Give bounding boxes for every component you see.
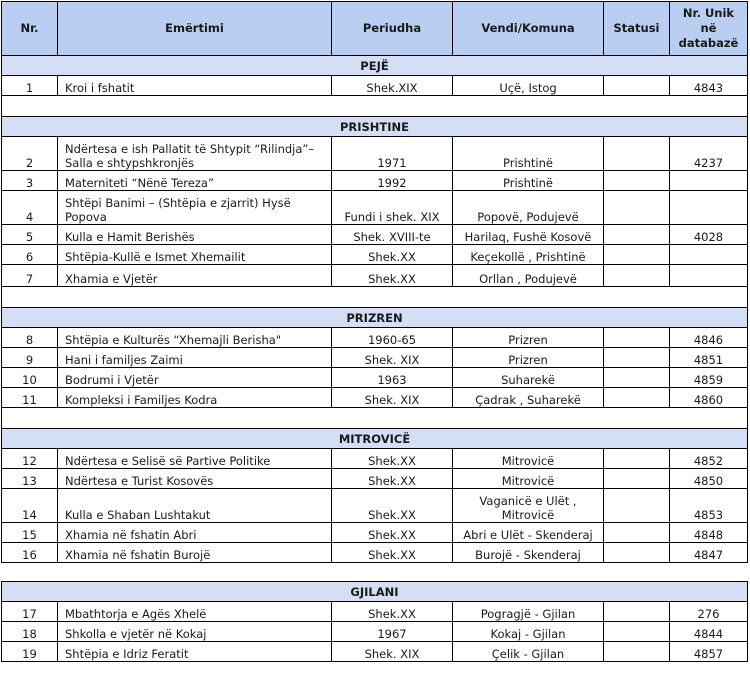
cell-nr: 16 — [2, 543, 58, 563]
cell-unik — [670, 171, 748, 191]
table-row — [2, 265, 748, 287]
cell-periudha: Shek. XIX — [332, 348, 453, 368]
cell-nr: 11 — [2, 388, 58, 408]
table-row — [2, 137, 748, 171]
cell-vendi: Suharekë — [453, 368, 604, 388]
region-name: PEJË — [2, 56, 748, 76]
cell-nr: 18 — [2, 622, 58, 642]
cell-statusi — [604, 642, 670, 662]
cell-vendi: Mitrovicë — [453, 469, 604, 489]
cell-nr: 15 — [2, 523, 58, 543]
cell-nr: 10 — [2, 368, 58, 388]
table-row — [2, 191, 748, 225]
cell-emertimi: Ndërtesa e ish Pallatit të Shtypit “Rilindja”– Salla e shtypshkronjës — [58, 137, 332, 171]
cell-periudha: Shek.XX — [332, 469, 453, 489]
cell-unik: 4853 — [670, 489, 748, 523]
cell-vendi: Mitrovicë — [453, 449, 604, 469]
cell-emertimi: Kulla e Hamit Berishës — [58, 225, 332, 245]
cell-periudha: Shek.XX — [332, 543, 453, 563]
cell-statusi — [604, 523, 670, 543]
table-row — [2, 76, 748, 96]
table-row — [2, 368, 748, 388]
cell-nr: 7 — [2, 265, 58, 287]
cell-nr: 9 — [2, 348, 58, 368]
cell-statusi — [604, 348, 670, 368]
table-row — [2, 602, 748, 622]
cell-statusi — [604, 76, 670, 96]
cell-vendi: Burojë - Skenderaj — [453, 543, 604, 563]
cell-nr: 6 — [2, 245, 58, 265]
cell-nr: 17 — [2, 602, 58, 622]
cell-vendi: Uçë, Istog — [453, 76, 604, 96]
cell-emertimi: Shkolla e vjetër në Kokaj — [58, 622, 332, 642]
cell-unik: 4851 — [670, 348, 748, 368]
spacer-row — [2, 287, 748, 308]
cell-unik: 276 — [670, 602, 748, 622]
table-row — [2, 245, 748, 265]
cell-unik: 4844 — [670, 622, 748, 642]
region-row — [2, 56, 748, 76]
cell-unik: 4848 — [670, 523, 748, 543]
header-unik — [670, 2, 748, 56]
cell-statusi — [604, 191, 670, 225]
cell-vendi: Orllan , Podujevë — [453, 265, 604, 287]
cell-nr: 13 — [2, 469, 58, 489]
table-row — [2, 469, 748, 489]
cell-periudha: Shek.XX — [332, 523, 453, 543]
cell-unik: 4847 — [670, 543, 748, 563]
cell-unik: 4859 — [670, 368, 748, 388]
table-row — [2, 543, 748, 563]
cell-periudha: Shek.XX — [332, 245, 453, 265]
cell-statusi — [604, 328, 670, 348]
cell-emertimi: Xhamia në fshatin Burojë — [58, 543, 332, 563]
region-row — [2, 308, 748, 328]
cell-vendi: Çadrak , Suharekë — [453, 388, 604, 408]
table-row — [2, 388, 748, 408]
header-periudha: Periudha — [332, 2, 453, 56]
cell-nr: 1 — [2, 76, 58, 96]
cell-periudha: Shek.XX — [332, 602, 453, 622]
header-emertimi: Emërtimi — [58, 2, 332, 56]
spacer-row — [2, 408, 748, 429]
cell-vendi: Prishtinë — [453, 171, 604, 191]
cell-statusi — [604, 388, 670, 408]
cell-vendi: Çelik - Gjilan — [453, 642, 604, 662]
table-row — [2, 642, 748, 662]
cell-statusi — [604, 137, 670, 171]
cell-unik: 4237 — [670, 137, 748, 171]
cell-periudha: 1960-65 — [332, 328, 453, 348]
cell-unik — [670, 265, 748, 287]
cell-vendi: Harilaq, Fushë Kosovë — [453, 225, 604, 245]
table-row — [2, 348, 748, 368]
cell-nr: 14 — [2, 489, 58, 523]
cell-emertimi: Kulla e Shaban Lushtakut — [58, 489, 332, 523]
cell-vendi: Pogragjë - Gjilan — [453, 602, 604, 622]
cell-nr: 5 — [2, 225, 58, 245]
cell-periudha: Shek.XIX — [332, 76, 453, 96]
cell-periudha: Shek. XIX — [332, 642, 453, 662]
cell-unik — [670, 191, 748, 225]
cell-periudha: Fundi i shek. XIX — [332, 191, 453, 225]
cell-periudha: Shek.XX — [332, 449, 453, 469]
cell-statusi — [604, 469, 670, 489]
cell-periudha: 1971 — [332, 137, 453, 171]
cell-unik: 4860 — [670, 388, 748, 408]
header-nr: Nr. — [2, 2, 58, 56]
table-row — [2, 328, 748, 348]
cell-vendi: Vaganicë e Ulët , Mitrovicë — [453, 489, 604, 523]
table-row — [2, 449, 748, 469]
region-name: PRIZREN — [2, 308, 748, 328]
cell-nr: 12 — [2, 449, 58, 469]
cell-nr: 8 — [2, 328, 58, 348]
cell-periudha: 1967 — [332, 622, 453, 642]
cell-periudha: 1992 — [332, 171, 453, 191]
cell-statusi — [604, 225, 670, 245]
cell-emertimi: Ndërtesa e Selisë së Partive Politike — [58, 449, 332, 469]
cell-emertimi: Shtëpia e Idriz Feratit — [58, 642, 332, 662]
cell-statusi — [604, 368, 670, 388]
header-unik-line3: databazë — [678, 36, 739, 50]
cell-emertimi: Kompleksi i Familjes Kodra — [58, 388, 332, 408]
cell-nr: 2 — [2, 137, 58, 171]
cell-unik — [670, 245, 748, 265]
table-row — [2, 489, 748, 523]
table-row — [2, 523, 748, 543]
spacer-row — [2, 96, 748, 117]
cell-periudha: Shek. XIX — [332, 388, 453, 408]
cell-periudha: 1963 — [332, 368, 453, 388]
cell-unik: 4852 — [670, 449, 748, 469]
header-unik-line2: në — [700, 21, 717, 35]
cell-periudha: Shek.XX — [332, 265, 453, 287]
region-name: GJILANI — [2, 582, 748, 602]
cell-vendi: Prizren — [453, 328, 604, 348]
region-row — [2, 429, 748, 449]
region-name: PRISHTINE — [2, 117, 748, 137]
header-row — [2, 2, 748, 56]
table-row — [2, 171, 748, 191]
cell-statusi — [604, 171, 670, 191]
header-vendi: Vendi/Komuna — [453, 2, 604, 56]
cell-unik: 4843 — [670, 76, 748, 96]
spacer-cell — [2, 408, 748, 429]
cell-statusi — [604, 245, 670, 265]
cell-emertimi: Shtëpia e Kulturës “Xhemajli Berisha" — [58, 328, 332, 348]
region-name: MITROVICË — [2, 429, 748, 449]
cell-periudha: Shek. XVIII-te — [332, 225, 453, 245]
cell-emertimi: Bodrumi i Vjetër — [58, 368, 332, 388]
cell-emertimi: Shtëpi Banimi – (Shtëpia e zjarrit) Hysë Popova — [58, 191, 332, 225]
cell-emertimi: Hani i familjes Zaimi — [58, 348, 332, 368]
spacer-cell — [2, 563, 748, 582]
cell-nr: 4 — [2, 191, 58, 225]
cell-statusi — [604, 622, 670, 642]
monuments-table — [1, 1, 748, 662]
cell-unik: 4850 — [670, 469, 748, 489]
table-row — [2, 225, 748, 245]
cell-vendi: Kokaj - Gjilan — [453, 622, 604, 642]
spacer-cell — [2, 287, 748, 308]
cell-periudha: Shek.XX — [332, 489, 453, 523]
cell-vendi: Keçekollë , Prishtinë — [453, 245, 604, 265]
cell-unik: 4028 — [670, 225, 748, 245]
cell-statusi — [604, 602, 670, 622]
cell-statusi — [604, 449, 670, 469]
cell-emertimi: Shtëpia-Kullë e Ismet Xhemailit — [58, 245, 332, 265]
table-row — [2, 622, 748, 642]
cell-vendi: Prizren — [453, 348, 604, 368]
region-row — [2, 582, 748, 602]
cell-emertimi: Xhamia në fshatin Abri — [58, 523, 332, 543]
region-row — [2, 117, 748, 137]
cell-nr: 3 — [2, 171, 58, 191]
cell-vendi: Prishtinë — [453, 137, 604, 171]
cell-emertimi: Kroi i fshatit — [58, 76, 332, 96]
cell-statusi — [604, 265, 670, 287]
spacer-row — [2, 563, 748, 582]
cell-statusi — [604, 489, 670, 523]
cell-statusi — [604, 543, 670, 563]
cell-emertimi: Materniteti “Nënë Tereza” — [58, 171, 332, 191]
cell-vendi: Popovë, Podujevë — [453, 191, 604, 225]
cell-nr: 19 — [2, 642, 58, 662]
header-statusi: Statusi — [604, 2, 670, 56]
cell-emertimi: Ndërtesa e Turist Kosovës — [58, 469, 332, 489]
cell-emertimi: Mbathtorja e Agës Xhelë — [58, 602, 332, 622]
cell-unik: 4846 — [670, 328, 748, 348]
cell-vendi: Abri e Ulët - Skenderaj — [453, 523, 604, 543]
spacer-cell — [2, 96, 748, 117]
cell-unik: 4857 — [670, 642, 748, 662]
header-unik-line1: Nr. Unik — [682, 6, 735, 20]
cell-emertimi: Xhamia e Vjetër — [58, 265, 332, 287]
